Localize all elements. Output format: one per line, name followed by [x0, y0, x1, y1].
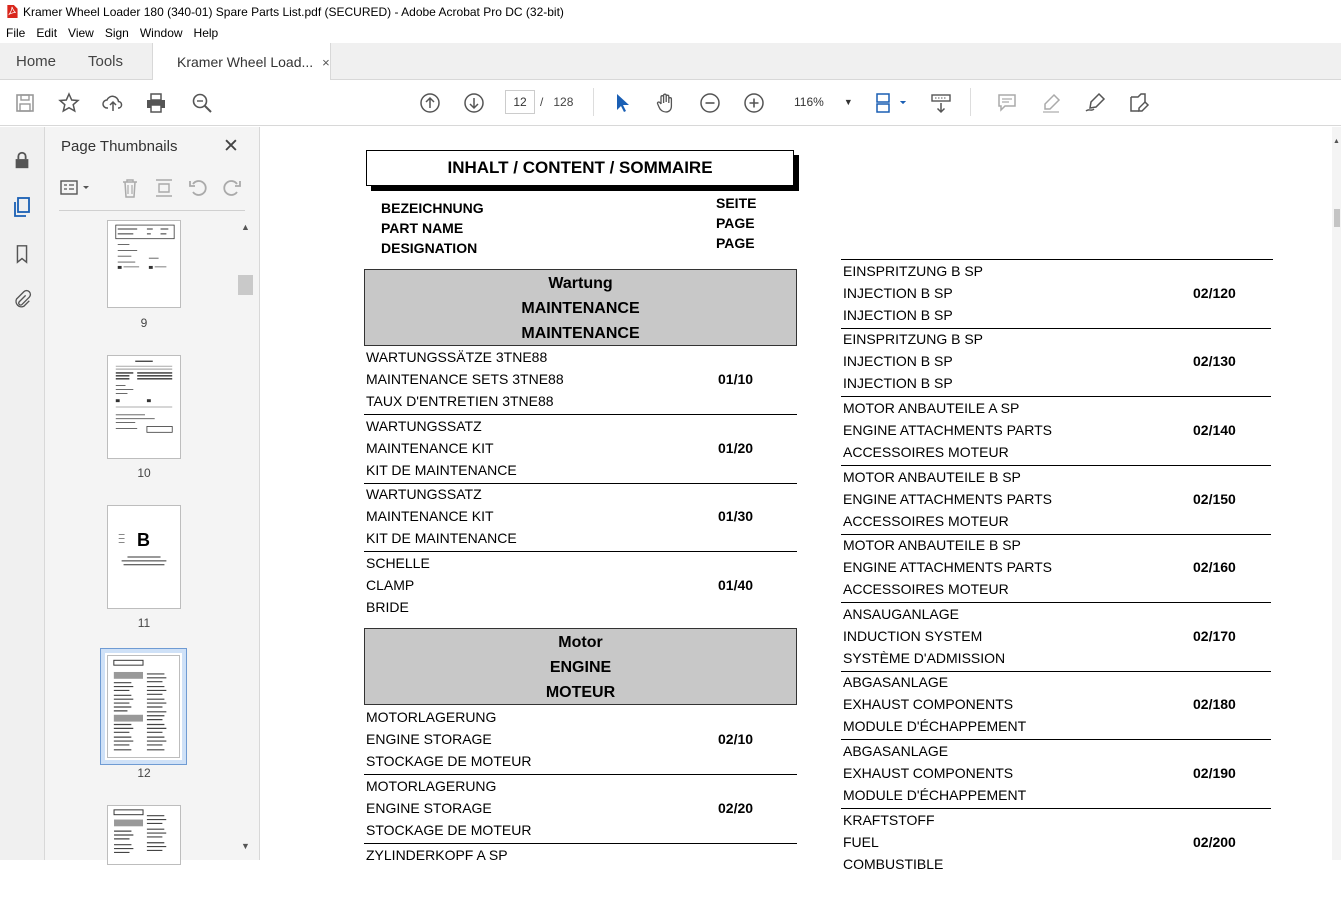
- page-thumbnails-icon[interactable]: [10, 195, 34, 219]
- entry-names: [843, 534, 1052, 600]
- acrobat-pdf-icon: [6, 5, 18, 18]
- entry-names: [843, 260, 983, 326]
- section-header: [364, 269, 797, 346]
- contents-entry[interactable]: [364, 844, 797, 913]
- contents-entry[interactable]: [841, 603, 1271, 672]
- entry-names: [843, 671, 1026, 737]
- entry-line: KIT DE MAINTENANCE: [366, 462, 517, 478]
- header-line: PART NAME: [381, 220, 464, 236]
- comment-icon[interactable]: [995, 91, 1019, 115]
- save-icon[interactable]: [13, 91, 37, 115]
- entry-names: [366, 552, 430, 618]
- section-line: ENGINE: [549, 659, 612, 676]
- entry-line: ABGASANLAGE: [843, 743, 949, 759]
- column-header-name: [381, 198, 484, 258]
- entry-line: BRIDE: [366, 599, 409, 615]
- section-line: MOTEUR: [545, 684, 616, 701]
- entry-line: STOCKAGE DE MOTEUR: [366, 822, 532, 838]
- entry-page: 02/190: [1193, 765, 1236, 781]
- page-separator: /: [540, 95, 544, 109]
- section-line: Wartung: [548, 275, 613, 292]
- entry-line: WARTUNGSSATZ: [366, 486, 482, 502]
- menu-file[interactable]: File: [6, 26, 26, 40]
- entry-names: [843, 397, 1052, 463]
- rotate-left-icon[interactable]: [187, 177, 209, 199]
- entry-names: [843, 809, 943, 875]
- entry-line: ACCESSOIRES MOTEUR: [843, 444, 1009, 460]
- contents-entry[interactable]: [841, 534, 1271, 603]
- scroll-mode-icon[interactable]: [929, 91, 953, 115]
- thumbnail-page-label: 9: [140, 316, 148, 330]
- entry-line: INJECTION B SP: [843, 285, 953, 301]
- contents-entry[interactable]: [841, 671, 1271, 740]
- contents-entry[interactable]: [364, 483, 797, 552]
- scroll-up-icon[interactable]: ▲: [1333, 138, 1340, 145]
- contents-entry[interactable]: [841, 466, 1271, 535]
- thumbnail-page-label: 12: [137, 766, 151, 780]
- entry-line: MAINTENANCE KIT: [366, 440, 494, 456]
- entry-line: MOTOR ANBAUTEILE B SP: [843, 469, 1021, 485]
- section-line: Motor: [558, 634, 603, 651]
- section-header: [364, 628, 797, 705]
- entry-page: 02/10: [718, 731, 754, 747]
- entry-line: KIT DE MAINTENANCE: [366, 530, 517, 546]
- entry-line: STOCKAGE DE MOTEUR: [366, 753, 532, 769]
- section-line: MAINTENANCE: [521, 325, 640, 342]
- zoom-search-icon[interactable]: [190, 91, 214, 115]
- tab-tools[interactable]: Tools: [88, 53, 124, 70]
- page-count: [540, 95, 573, 109]
- contents-entry[interactable]: [841, 397, 1271, 466]
- scroll-thumb[interactable]: [238, 275, 253, 295]
- chevron-down-icon: ▼: [843, 97, 853, 107]
- entry-line: WARTUNGSSÄTZE 3TNE88: [366, 349, 548, 365]
- entry-line: MAINTENANCE SETS 3TNE88: [366, 371, 564, 387]
- entry-line: MOTOR ANBAUTEILE A SP: [843, 400, 1020, 416]
- entry-line: ENGINE ATTACHMENTS PARTS: [843, 491, 1052, 507]
- zoom-out-icon[interactable]: [698, 91, 722, 115]
- next-page-icon[interactable]: [462, 91, 486, 115]
- entry-page: 02/180: [1193, 696, 1236, 712]
- entry-page: 02/200: [1193, 834, 1236, 850]
- panel-divider: [59, 210, 245, 211]
- header-line: BEZEICHNUNG: [381, 200, 484, 216]
- select-cursor-icon[interactable]: [610, 91, 634, 115]
- contents-entry[interactable]: [841, 740, 1271, 809]
- pdf-page: [261, 127, 1341, 872]
- entry-line: ACCESSOIRES MOTEUR: [843, 513, 1009, 529]
- thumbnail-toolbar: [59, 177, 249, 201]
- header-line: PAGE: [716, 235, 755, 251]
- entry-names: [366, 415, 517, 481]
- menu-view[interactable]: View: [68, 26, 94, 40]
- entry-line: SYSTÈME D'ADMISSION: [843, 650, 1006, 666]
- entry-line: INJECTION B SP: [843, 353, 953, 369]
- entry-line: ENGINE STORAGE: [366, 800, 492, 816]
- contents-entry[interactable]: [364, 415, 797, 484]
- thumbnail-letter: B: [137, 530, 150, 550]
- highlight-pen-icon[interactable]: [1039, 91, 1063, 115]
- entry-page: 02/160: [1193, 559, 1236, 575]
- header-line: PAGE: [716, 215, 755, 231]
- menu-edit[interactable]: Edit: [36, 26, 58, 40]
- entry-names: [843, 466, 1052, 532]
- entry-line: MAINTENANCE KIT: [366, 508, 494, 524]
- entry-names: [366, 483, 517, 549]
- entry-line: EXHAUST COMPONENTS: [843, 765, 1014, 781]
- main-toolbar: [0, 80, 1341, 126]
- entry-line: INJECTION B SP: [843, 307, 953, 323]
- panel-title: Page Thumbnails: [61, 138, 178, 155]
- entry-line: CLAMP: [366, 577, 415, 593]
- contents-entry[interactable]: [364, 552, 797, 621]
- entry-names: [843, 328, 983, 394]
- bookmark-star-icon[interactable]: [57, 91, 81, 115]
- header-line: SEITE: [716, 195, 757, 211]
- entry-line: KRAFTSTOFF: [843, 812, 935, 828]
- entry-line: INDUCTION SYSTEM: [843, 628, 983, 644]
- toolbar-divider: [970, 88, 971, 116]
- entry-line: ZYLINDERKOPF A SP: [366, 847, 508, 863]
- scroll-down-icon[interactable]: ▼: [241, 841, 250, 851]
- page-display-icon[interactable]: [874, 91, 910, 115]
- entry-line: EINSPRITZUNG B SP: [843, 331, 984, 347]
- thumbnail-scrollbar[interactable]: [238, 220, 253, 857]
- contents-entry[interactable]: [364, 706, 797, 775]
- rotate-right-icon[interactable]: [221, 177, 243, 199]
- entry-names: [366, 346, 564, 412]
- entry-page: 02/150: [1193, 491, 1236, 507]
- entry-line: MOTORLAGERUNG: [366, 709, 497, 725]
- tab-home[interactable]: Home: [16, 53, 57, 70]
- print-icon[interactable]: [144, 91, 168, 115]
- thumbnail-preview: [108, 221, 180, 307]
- lock-icon[interactable]: [10, 148, 34, 172]
- left-nav-rail: [0, 127, 45, 860]
- thumbnail-page-label: 11: [137, 616, 151, 630]
- entry-line: ANSAUGANLAGE: [843, 606, 959, 622]
- entry-line: WARTUNGSSATZ: [366, 418, 482, 434]
- window-titlebar: [0, 0, 1341, 23]
- fill-sign-icon[interactable]: [1127, 91, 1151, 115]
- extract-page-icon[interactable]: [153, 177, 175, 199]
- document-scrollbar[interactable]: [1332, 127, 1341, 860]
- document-viewport[interactable]: [261, 127, 1341, 872]
- scroll-up-icon[interactable]: ▲: [241, 222, 250, 232]
- menu-window[interactable]: Window: [139, 26, 183, 40]
- page-number-input[interactable]: 12: [505, 90, 535, 114]
- contents-entry[interactable]: [841, 260, 1271, 329]
- zoom-select[interactable]: [788, 90, 856, 114]
- page-thumbnail[interactable]: [107, 220, 181, 308]
- entry-line: ABGASANLAGE: [843, 674, 949, 690]
- entry-line: COMBUSTIBLE: [843, 856, 944, 872]
- contents-entry[interactable]: [364, 346, 797, 415]
- entry-line: INJECTION B SP: [843, 375, 953, 391]
- entry-page: 01/10: [718, 371, 754, 387]
- bookmark-icon[interactable]: [10, 242, 34, 266]
- entry-page: 02/170: [1193, 628, 1236, 644]
- cloud-upload-icon[interactable]: [101, 91, 125, 115]
- entry-line: ENGINE STORAGE: [366, 731, 492, 747]
- entry-line: ENGINE ATTACHMENTS PARTS: [843, 559, 1052, 575]
- delete-page-icon[interactable]: [119, 177, 141, 199]
- entry-names: [366, 706, 531, 772]
- entry-line: ENGINE ATTACHMENTS PARTS: [843, 422, 1052, 438]
- entry-names: [843, 603, 1005, 669]
- zoom-value: 116%: [794, 95, 824, 109]
- entry-line: MOTOR ANBAUTEILE B SP: [843, 537, 1021, 553]
- thumbnail-preview: [108, 806, 180, 864]
- page-thumbnail[interactable]: [107, 355, 181, 459]
- header-line: DESIGNATION: [381, 240, 478, 256]
- entry-page: 01/40: [718, 577, 754, 593]
- entry-names: [366, 775, 531, 841]
- entry-line: MODULE D'ÉCHAPPEMENT: [843, 718, 1027, 734]
- entry-line: ACCESSOIRES MOTEUR: [843, 581, 1009, 597]
- column-header-page: [716, 193, 756, 253]
- thumbnail-preview: [108, 656, 179, 757]
- entry-line: MOTORLAGERUNG: [366, 778, 497, 794]
- page-thumbnail[interactable]: [107, 505, 181, 609]
- total-pages: 128: [553, 95, 574, 109]
- thumbnail-page-label: 10: [137, 466, 151, 480]
- attachment-icon[interactable]: [10, 287, 34, 311]
- entry-names: [366, 844, 508, 866]
- entry-names: [843, 740, 1026, 806]
- scroll-thumb[interactable]: [1334, 209, 1340, 227]
- page-thumbnail-selected[interactable]: [107, 655, 180, 758]
- entry-page: 01/30: [718, 508, 754, 524]
- entry-line: EXHAUST COMPONENTS: [843, 696, 1014, 712]
- section-line: MAINTENANCE: [521, 300, 640, 317]
- hand-tool-icon[interactable]: [654, 91, 678, 115]
- contents-entry[interactable]: [841, 328, 1271, 397]
- thumbnail-options-icon[interactable]: [59, 177, 81, 199]
- tab-document-label: Kramer Wheel Load...: [177, 54, 314, 70]
- entry-line: SCHELLE: [366, 555, 430, 571]
- toolbar-divider: [593, 88, 594, 116]
- menu-bar: [0, 23, 1341, 43]
- entry-line: TAUX D'ENTRETIEN 3TNE88: [366, 393, 554, 409]
- entry-page: 02/20: [718, 800, 754, 816]
- tab-close-icon[interactable]: ×: [322, 54, 330, 70]
- close-icon[interactable]: ✕: [223, 136, 239, 157]
- tab-bar: [0, 43, 1341, 80]
- zoom-in-icon[interactable]: [742, 91, 766, 115]
- menu-sign[interactable]: Sign: [104, 26, 129, 40]
- previous-page-icon[interactable]: [418, 91, 442, 115]
- menu-help[interactable]: Help: [193, 26, 219, 40]
- entry-line: FUEL: [843, 834, 879, 850]
- entry-page: 02/130: [1193, 353, 1236, 369]
- contents-title: INHALT / CONTENT / SOMMAIRE: [366, 150, 794, 186]
- thumbnail-preview: [108, 506, 180, 608]
- entry-page: 01/20: [718, 440, 754, 456]
- contents-entry[interactable]: [364, 775, 797, 844]
- contents-entry[interactable]: [841, 809, 1271, 878]
- entry-page: 02/120: [1193, 285, 1236, 301]
- thumbnail-preview: [108, 356, 180, 458]
- window-title: Kramer Wheel Loader 180 (340-01) Spare Parts List.pdf (SECURED) - Adobe Acrobat Pro DC (32-bit): [23, 4, 564, 19]
- entry-line: EINSPRITZUNG B SP: [843, 263, 984, 279]
- thumbnails-panel: [45, 127, 260, 860]
- entry-line: MODULE D'ÉCHAPPEMENT: [843, 787, 1027, 803]
- entry-page: 02/140: [1193, 422, 1236, 438]
- page-thumbnail[interactable]: [107, 805, 181, 865]
- sign-pen-icon[interactable]: [1083, 91, 1107, 115]
- tab-document[interactable]: [152, 43, 331, 81]
